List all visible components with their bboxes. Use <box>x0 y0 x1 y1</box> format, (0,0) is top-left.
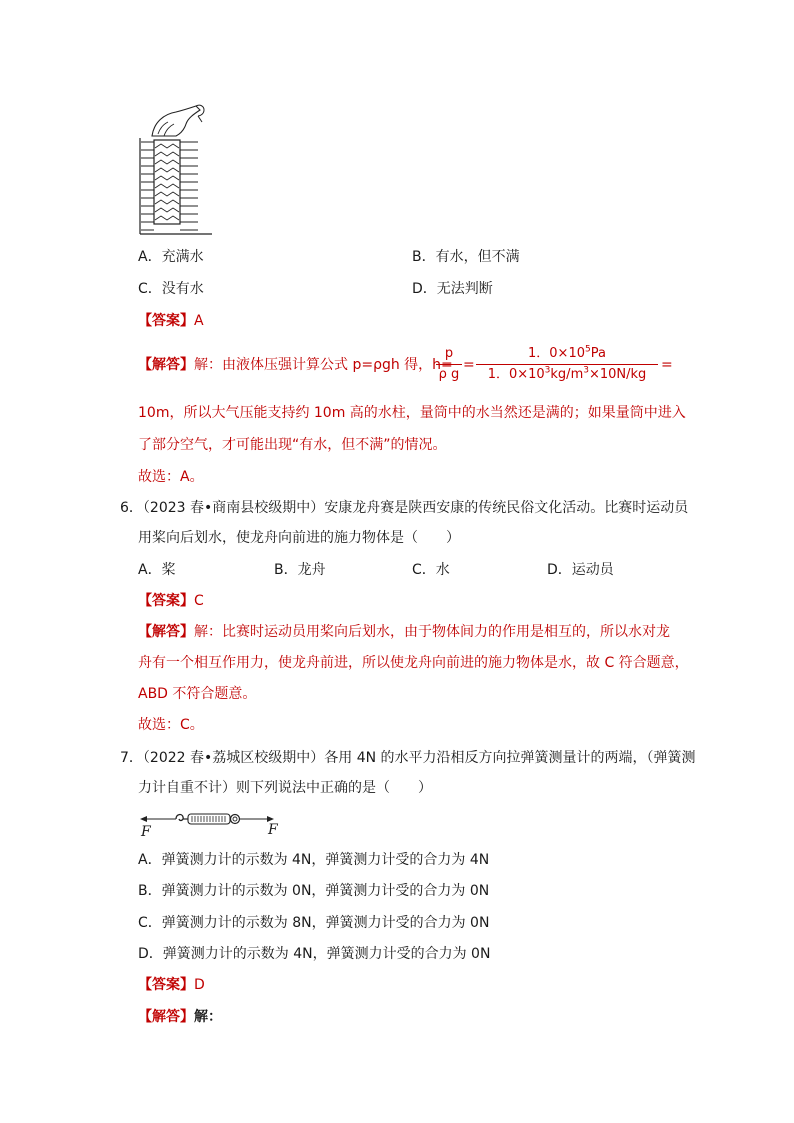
solution-prefix: 解：由液体压强计算公式 p=ρgh 得，h= <box>194 357 453 373</box>
frac2-bar <box>476 364 658 365</box>
q6-option-b: B．龙舟 <box>274 562 326 578</box>
q7-option-c: C．弹簧测力计的示数为 8N，弹簧测力计受的合力为 0N <box>138 915 490 931</box>
equals-2: = <box>661 357 673 373</box>
q7-option-d: D．弹簧测力计的示数为 4N，弹簧测力计受的合力为 0N <box>138 946 491 962</box>
q6-conclusion: 故选：C。 <box>138 717 204 733</box>
question-7-stem-line-2: 力计自重不计）则下列说法中正确的是（ ） <box>138 780 432 796</box>
solution-formula-line <box>138 355 453 375</box>
q7-solution-line: 【解答】解： <box>138 1009 222 1025</box>
equals-1: = <box>463 357 475 373</box>
frac2-denominator: 1．$0\times 10^3kg/m^3\times 10N/kg$ <box>487 365 647 382</box>
answer-tag: 【答案】 <box>138 313 194 329</box>
q7-option-a: A．弹簧测力计的示数为 4N，弹簧测力计受的合力为 4N <box>138 852 490 868</box>
q7-answer-line: 【答案】D <box>138 977 205 993</box>
solution-line-2: 10m，所以大气压能支持约 10m 高的水柱，量筒中的水当然还是满的；如果量筒中进入 <box>138 405 686 421</box>
question-7-stem-line-1: 7．（2022 春•荔城区校级期中）各用 4N 的水平力沿相反方向拉弹簧测量计的两端，（弹簧测 <box>120 750 696 766</box>
q6-solution-line-1: 【解答】解：比赛时运动员用桨向后划水，由于物体间力的作用是相互的，所以水对龙 <box>138 624 670 640</box>
q6-option-a: A．桨 <box>138 562 176 578</box>
frac1-denominator: ρ g <box>438 367 460 382</box>
inverted-cylinder-figure <box>136 102 216 238</box>
option-b: B．有水，但不满 <box>412 249 520 265</box>
force-label-left: F <box>141 824 151 840</box>
q6-option-d: D．运动员 <box>547 562 614 578</box>
q6-solution-line-3: ABD 不符合题意。 <box>138 686 257 702</box>
frac1-numerator: p <box>444 346 454 361</box>
conclusion: 故选：A。 <box>138 469 204 485</box>
answer-line <box>138 311 204 331</box>
solution-line-3: 了部分空气，才可能出现“有水，但不满”的情况。 <box>138 437 447 453</box>
answer-value: A <box>194 313 204 329</box>
force-label-right: F <box>268 822 278 838</box>
option-a: A．充满水 <box>138 249 204 265</box>
solution-tag: 【解答】 <box>138 357 194 373</box>
q6-answer-line: 【答案】C <box>138 593 204 609</box>
question-6-stem-line-1: 6．（2023 春•商南县校级期中）安康龙舟赛是陕西安康的传统民俗文化活动。比赛时运动员 <box>120 500 689 516</box>
q7-option-b: B．弹簧测力计的示数为 0N，弹簧测力计受的合力为 0N <box>138 883 490 899</box>
q6-option-c: C．水 <box>412 562 450 578</box>
question-6-stem-line-2: 用桨向后划水，使龙舟向前进的施力物体是（ ） <box>138 530 460 546</box>
option-c: C．没有水 <box>138 281 204 297</box>
q6-solution-line-2: 舟有一个相互作用力，使龙舟前进，所以使龙舟向前进的施力物体是水，故 C 符合题意， <box>138 655 689 671</box>
option-d: D．无法判断 <box>412 281 493 297</box>
frac1-bar <box>436 364 462 365</box>
spring-scale-figure <box>138 806 288 840</box>
frac2-numerator: 1．$0\times 10^5Pa$ <box>528 344 606 361</box>
